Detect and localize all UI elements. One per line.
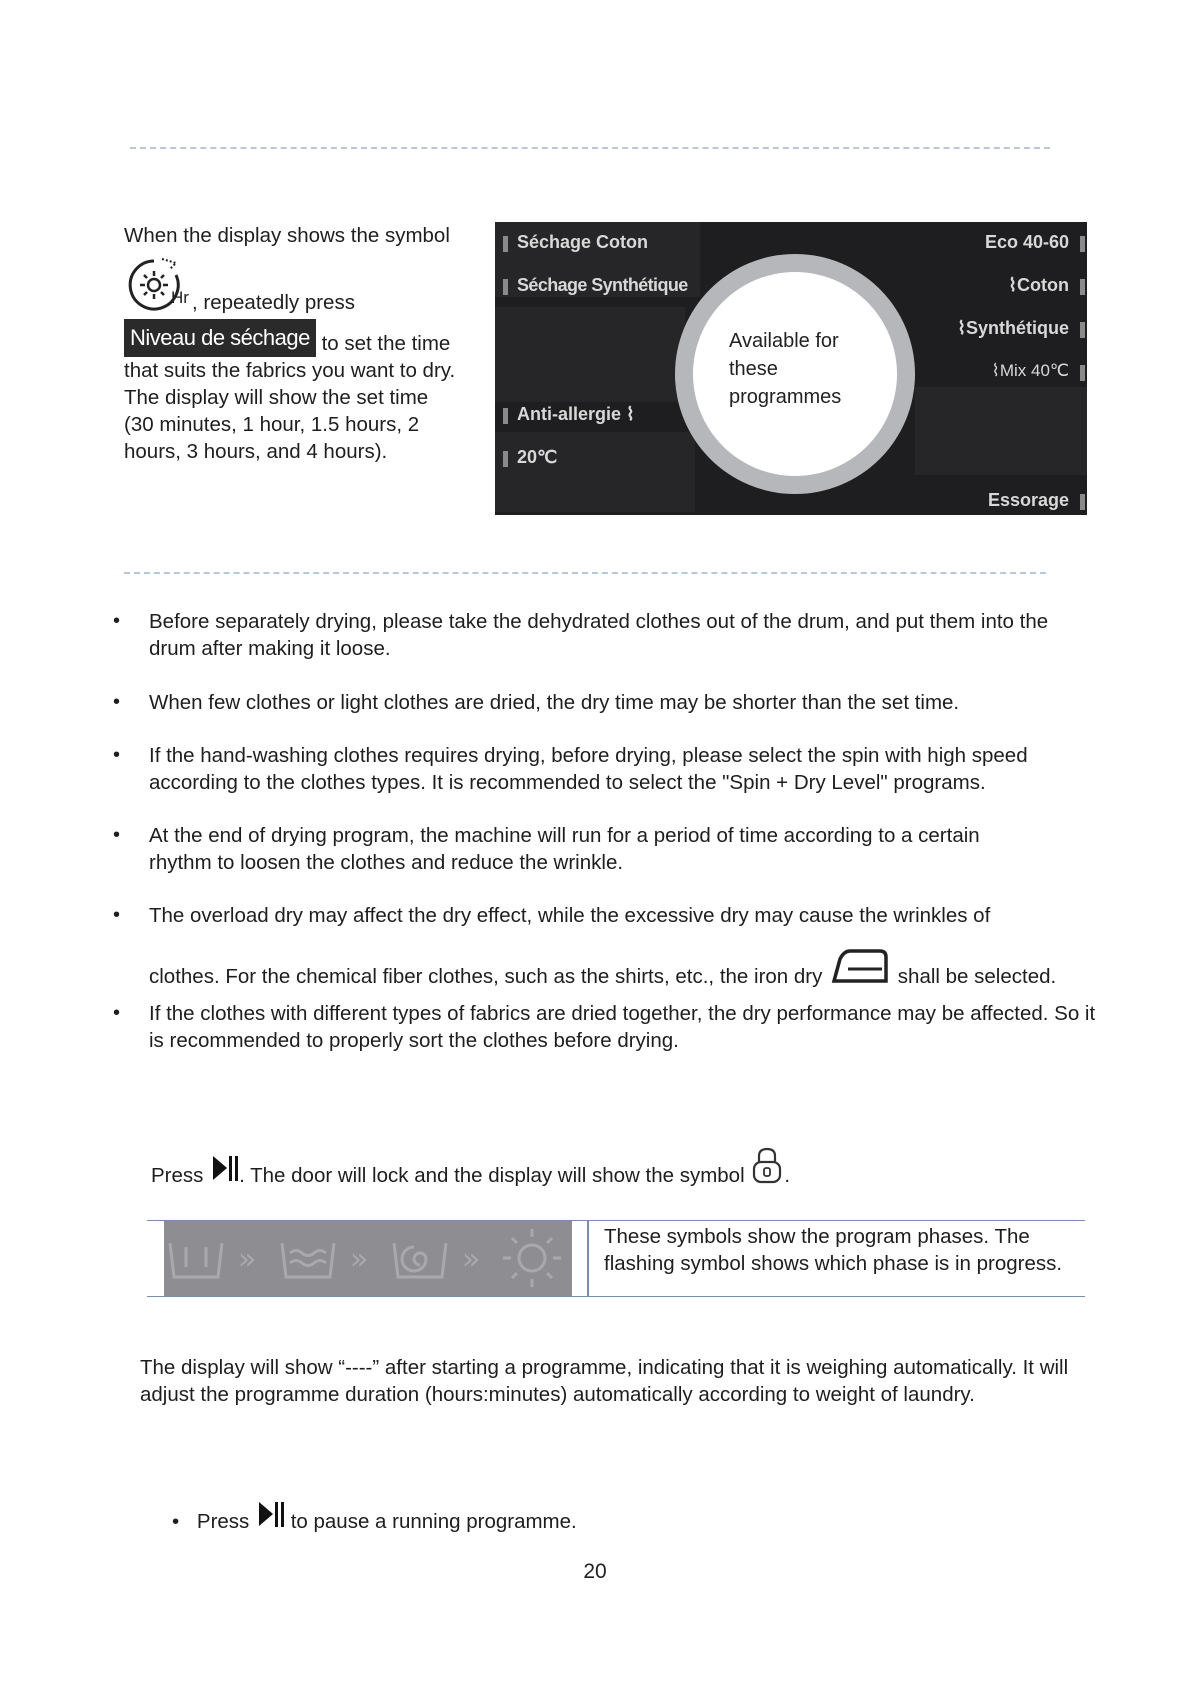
bullet-text-line2: [149, 947, 1056, 990]
bullet-text: When few clothes or light clothes are dried, the dry time may be shorter than the set time.: [149, 691, 960, 714]
phase-description: These symbols show the program phases. The flashing symbol shows which phase is in progress.: [604, 1225, 1063, 1275]
repeatedly-press-text: , repeatedly press: [192, 291, 355, 314]
list-item: [113, 822, 1093, 878]
intro-rest: that suits the fabrics you want to dry. The display will show the set time (30 minutes, 1 hour, 1.5 hours, 2 hours, 3 hours, and 4 hours).: [124, 359, 456, 463]
page-number: 20: [583, 1560, 607, 1583]
indicator-led: [1080, 279, 1085, 295]
panel-sechage-synthetique: Séchage Synthétique: [517, 275, 688, 295]
bullet-dot: •: [113, 610, 121, 632]
panel-coton: ⌇Coton: [1008, 275, 1069, 295]
indicator-led: [503, 451, 508, 467]
indicator-led: [1080, 365, 1085, 381]
program-phases-box: [147, 1220, 1085, 1297]
panel-tile: [915, 387, 1087, 475]
panel-eco-40-60: Eco 40-60: [984, 232, 1069, 252]
spin-icon: [394, 1243, 446, 1277]
bullet-dot: •: [113, 904, 121, 926]
pause-rest: to pause a running programme.: [290, 1510, 577, 1533]
indicator-led: [503, 408, 508, 424]
indicator-led: [503, 279, 508, 295]
bullet5-part-b: shall be selected.: [897, 965, 1057, 988]
indicator-led: [1080, 322, 1085, 338]
press-start-line: [151, 1146, 790, 1189]
bullet-dot: •: [113, 824, 121, 846]
press-label: Press: [151, 1164, 204, 1187]
iron-icon: [830, 947, 890, 987]
indicator-led: [1080, 494, 1085, 510]
phase-symbols: [164, 1221, 572, 1296]
pause-bullet: [172, 1500, 577, 1535]
panel-synthetique: ⌇Synthétique: [957, 318, 1069, 338]
phase-symbols-image: [164, 1221, 572, 1296]
bullet-text: At the end of drying program, the machine will run for a period of time according to a certain rhythm to loosen the clothes and reduce the wrinkle.: [149, 824, 980, 874]
bullet-dot: •: [172, 1510, 180, 1533]
bullet-dot: •: [113, 744, 121, 766]
press-rest: . The door will lock and the display will show the symbol: [239, 1164, 745, 1187]
panel-essorage: Essorage: [987, 490, 1069, 510]
list-item: [113, 608, 1093, 664]
list-item: [113, 1000, 1096, 1056]
list-item: [113, 689, 1093, 719]
dry-icon: [503, 1229, 561, 1287]
bullet5-part-a: clothes. For the chemical fiber clothes, such as the shirts, etc., the iron dry: [149, 965, 823, 988]
panel-tile: [495, 307, 685, 402]
list-item: [113, 742, 1093, 798]
panel-anti-allergie: Anti-allergie ⌇: [517, 404, 635, 424]
bullet-text: Before separately drying, please take the dehydrated clothes out of the drum, and put them into the drum after making it loose.: [149, 610, 1049, 660]
rinse-icon: [282, 1243, 334, 1277]
weighing-paragraph: The display will show “----” after starting a programme, indicating that it is weighing automatically. It will adjust the programme duration (hours:minutes) automatically according to weight of laundry.: [140, 1356, 1069, 1406]
press-end: .: [784, 1164, 791, 1187]
intro-text: [124, 222, 474, 465]
bullet-text: If the clothes with different types of fabrics are dried together, the dry performance may be affected. So it is recommended to properly sort the clothes before drying.: [149, 1002, 1096, 1052]
to-set-text: to set the time: [321, 332, 451, 355]
indicator-led: [1080, 236, 1085, 252]
symbol-row: [124, 253, 474, 317]
wash-icon: [170, 1243, 222, 1277]
bullet-dot: •: [113, 691, 121, 713]
control-panel-image: [495, 222, 1087, 515]
svg-text:»: »: [462, 1242, 481, 1277]
svg-text:»: »: [238, 1242, 257, 1277]
niveau-de-sechage-button: Niveau de séchage: [124, 319, 316, 357]
dial-available-text: Available for these programmes: [729, 330, 842, 408]
hr-label: Hr: [171, 288, 189, 307]
bullet-text: If the hand-washing clothes requires drying, before drying, please select the spin with high speed according to the clothes types. It is recommended to select the "Spin + Dry Level" programs.: [149, 744, 1028, 794]
niveau-row: [124, 319, 474, 357]
door-lock-icon: [750, 1146, 784, 1186]
indicator-led: [503, 236, 508, 252]
start-pause-icon: [209, 1154, 239, 1184]
middle-divider: [124, 572, 1046, 574]
intro-line1: When the display shows the symbol: [124, 224, 450, 247]
panel-20c: 20℃: [517, 447, 558, 467]
panel-tile: [495, 432, 695, 512]
top-divider: [130, 147, 1050, 149]
phase-divider: [587, 1221, 589, 1296]
bullet-text: The overload dry may affect the dry effect, while the excessive dry may cause the wrinkles of: [149, 904, 991, 927]
pause-press-label: Press: [196, 1510, 250, 1533]
start-pause-icon: [255, 1500, 285, 1530]
svg-text:»: »: [350, 1242, 369, 1277]
bullet-dot: •: [113, 1002, 121, 1024]
panel-mix-40c: ⌇Mix 40℃: [991, 361, 1069, 380]
dry-time-hr-icon: [124, 253, 196, 317]
list-item: [113, 902, 1093, 988]
panel-sechage-coton: Séchage Coton: [517, 232, 649, 252]
